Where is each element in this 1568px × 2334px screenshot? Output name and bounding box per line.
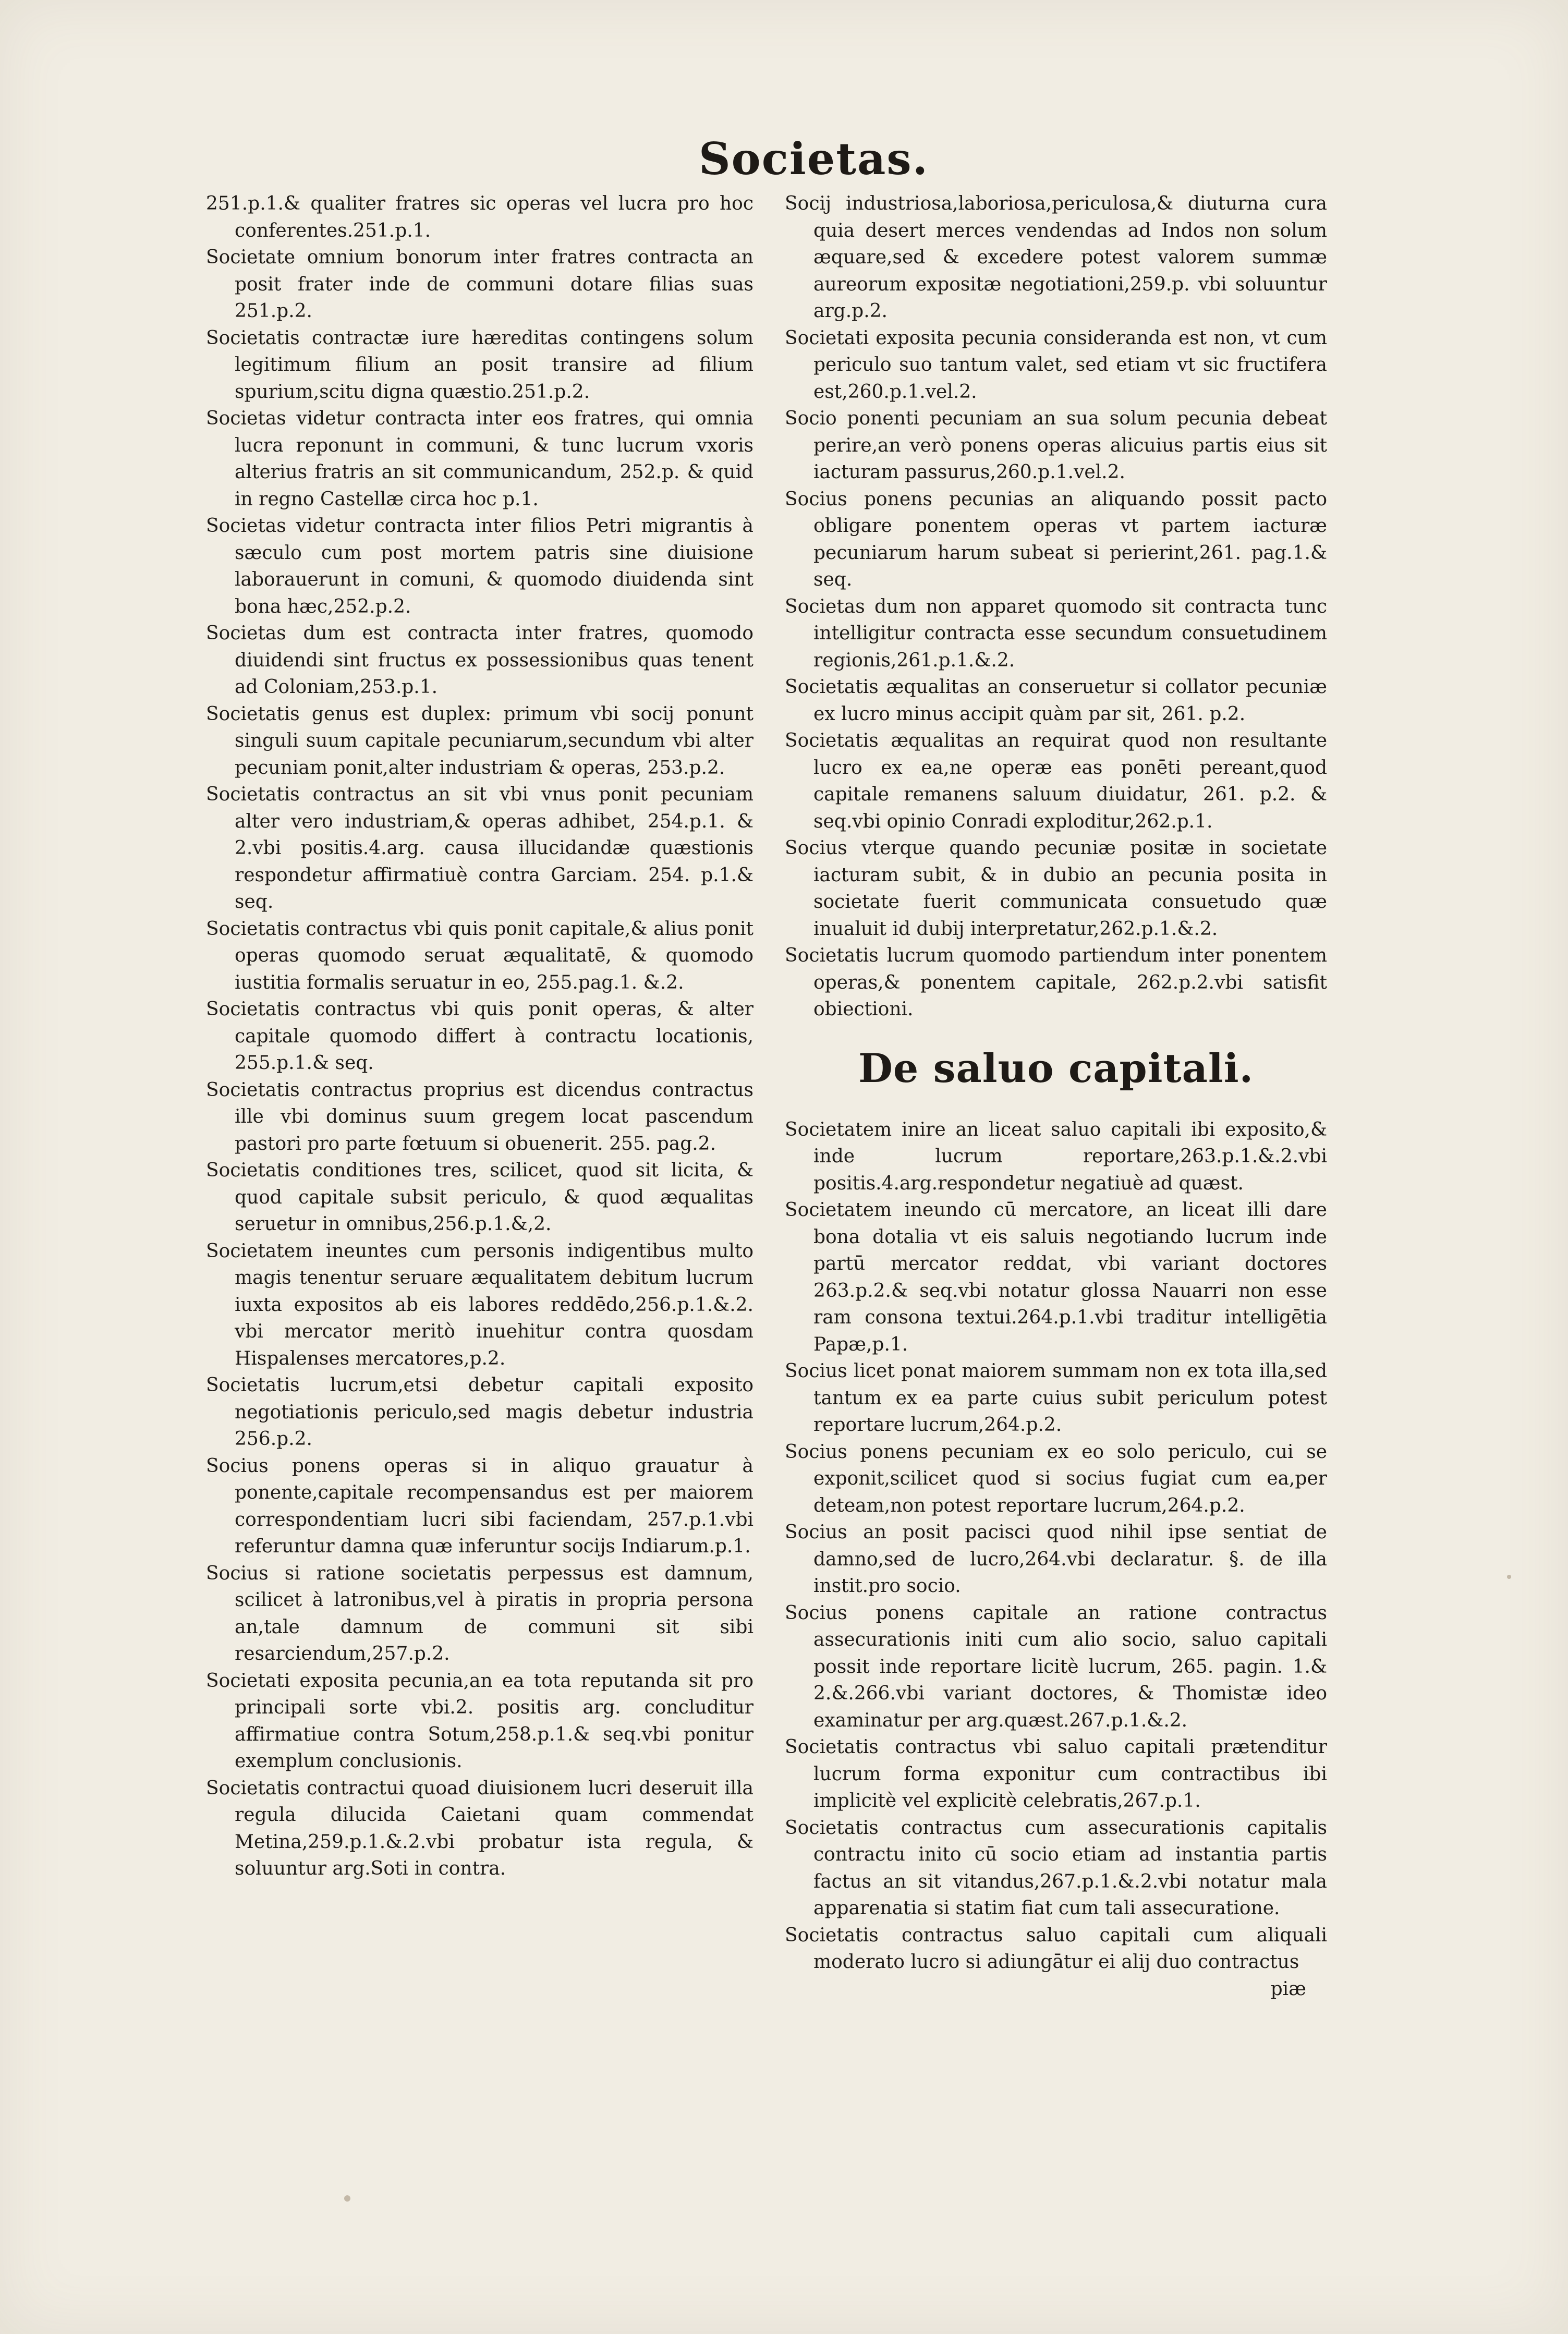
- index-entry: Societatis genus est duplex: primum vbi socij ponunt singuli suum capitale pecuniarum,secundum vbi alter pecuniam ponit,alter industriam & operas, 253.p.2.: [206, 703, 753, 779]
- index-entry: Societas videtur contracta inter filios Petri migrantis à sæculo cum post mortem patris sine diuisione laborauerunt in comuni, & quomodo diuidenda sint bona hæc,252.p.2.: [206, 515, 753, 617]
- index-entry: Socio ponenti pecuniam an sua solum pecunia debeat perire,an verò ponens operas alicuius partis eius sit iacturam passurus,260.p.1.vel.2.: [785, 408, 1327, 483]
- index-entry: Societatem ineuntes cum personis indigentibus multo magis tenentur seruare æqualitatem debitum lucrum iuxta expositos ab eis labores reddēdo,256.p.1.&.2. vbi mercator meritò inuehitur contra quosdam Hispalenses mercatores,p.2.: [206, 1240, 753, 1369]
- index-entry: Societatis contractus vbi saluo capitali prætenditur lucrum forma exponitur cum contractibus ibi implicitè vel explicitè celebratis,267.p.1.: [785, 1736, 1327, 1812]
- index-entry: Societas dum non apparet quomodo sit contracta tunc intelligitur contracta esse secundum consuetudinem regionis,261.p.1.&.2.: [785, 595, 1327, 671]
- index-entry: Socius si ratione societatis perpessus est damnum, scilicet à latronibus,vel à piratis in propria persona an,tale damnum de communi sit sibi resarciendum,257.p.2.: [206, 1562, 753, 1664]
- left-column: [206, 190, 753, 1882]
- index-entry: Societatem inire an liceat saluo capitali ibi exposito,& inde lucrum reportare,263.p.1.&.2.vbi positis.4.arg.respondetur negatiuè ad quæst.: [785, 1119, 1327, 1194]
- paper-speck: [1507, 1575, 1511, 1579]
- index-entry: Socius vterque quando pecuniæ positæ in societate iacturam subit, & in dubio an pecunia posita in societate fuerit communicata consuetudo quæ inualuit id dubij interpretatur,262.p.1.&.2.: [785, 837, 1327, 940]
- index-entry: Societati exposita pecunia,an ea tota reputanda sit pro principali sorte vbi.2. positis arg. concluditur affirmatiue contra Sotum,258.p.1.& seq.vbi ponitur exemplum conclusionis.: [206, 1670, 753, 1772]
- index-entry: Societatis contractus vbi quis ponit capitale,& alius ponit operas quomodo seruat æqualitatē, & quomodo iustitia formalis seruatur in eo, 255.pag.1. &.2.: [206, 918, 753, 993]
- index-entry: Socius licet ponat maiorem summam non ex tota illa,sed tantum ex ea parte cuius subit periculum potest reportare lucrum,264.p.2.: [785, 1360, 1327, 1436]
- index-entry: Societatis contractus saluo capitali cum aliquali moderato lucro si adiungātur ei alij duo contractus: [785, 1924, 1327, 1973]
- index-entry: Socius ponens capitale an ratione contractus assecurationis initi cum alio socio, saluo capitali possit inde reportare licitè lucrum, 265. pagin. 1.& 2.&.266.vbi variant doctores, & Thomistæ ideo examinatur per arg.quæst.267.p.1.&.2.: [785, 1602, 1327, 1731]
- index-entry: Socij industriosa,laboriosa,periculosa,& diuturna cura quia desert merces vendendas ad Indos non solum æquare,sed & excedere potest valorem summæ aureorum expositæ negotiationi,259.p. vbi soluuntur arg.p.2.: [785, 193, 1327, 322]
- index-entry: Societatis contractus an sit vbi vnus ponit pecuniam alter vero industriam,& operas adhibet, 254.p.1. & 2.vbi positis.4.arg. causa illucidandæ quæstionis respondetur affirmatiuè contra Garciam. 254. p.1.& seq.: [206, 784, 753, 913]
- index-entry: Societate omnium bonorum inter fratres contracta an posit frater inde de communi dotare filias suas 251.p.2.: [206, 247, 753, 322]
- section-title: De saluo capitali.: [858, 1044, 1254, 1091]
- index-entry: Societas dum est contracta inter fratres, quomodo diuidendi sint fructus ex possessionibus quas tenent ad Coloniam,253.p.1.: [206, 623, 753, 698]
- index-entry: Socius ponens pecunias an aliquando possit pacto obligare ponentem operas vt partem iacturæ pecuniarum harum subeat si perierint,261. pag.1.& seq.: [785, 488, 1327, 590]
- catchword: piæ: [1270, 1978, 1306, 2000]
- index-entry: Societatis contractus vbi quis ponit operas, & alter capitale quomodo differt à contractu locationis, 255.p.1.& seq.: [206, 999, 753, 1074]
- index-entry: Socius ponens pecuniam ex eo solo periculo, cui se exponit,scilicet quod si socius fugiat cum ea,per deteam,non potest reportare lucrum,264.p.2.: [785, 1441, 1327, 1516]
- running-header: Societas.: [699, 133, 929, 185]
- index-entry: Societatis conditiones tres, scilicet, quod sit licita, & quod capitale subsit periculo, & quod æqualitas seruetur in omnibus,256.p.1.&,2.: [206, 1160, 753, 1235]
- index-entry: 251.p.1.& qualiter fratres sic operas vel lucra pro hoc conferentes.251.p.1.: [206, 193, 753, 241]
- index-entry: Socius ponens operas si in aliquo grauatur à ponente,capitale recompensandus est per maiorem correspondentiam lucri sibi faciendam, 257.p.1.vbi referuntur damna quæ inferuntur socijs Indiarum.p.1.: [206, 1455, 753, 1557]
- index-entry: Societatis æqualitas an requirat quod non resultante lucro ex ea,ne operæ eas ponēti pereant,quod capitale remanens saluum diuidatur, 261. p.2. & seq.vbi opinio Conradi exploditur,262.p.1.: [785, 730, 1327, 832]
- index-entry: Socius an posit pacisci quod nihil ipse sentiat de damno,sed de lucro,264.vbi declaratur. §. de illa instit.pro socio.: [785, 1522, 1327, 1597]
- index-entry: Societatis contractæ iure hæreditas contingens solum legitimum filium an posit transire ad filium spurium,scitu digna quæstio.251.p.2.: [206, 327, 753, 403]
- index-entry: Societatis contractus proprius est dicendus contractus ille vbi dominus suum gregem locat pascendum pastori pro parte fœtuum si obuenerit. 255. pag.2.: [206, 1079, 753, 1154]
- index-entry: Societatis æqualitas an conseruetur si collator pecuniæ ex lucro minus accipit quàm par sit, 261. p.2.: [785, 676, 1327, 725]
- index-entry: Societas videtur contracta inter eos fratres, qui omnia lucra reponunt in communi, & tunc lucrum vxoris alterius fratris an sit communicandum, 252.p. & quid in regno Castellæ circa hoc p.1.: [206, 408, 753, 510]
- index-entry: Societatis contractus cum assecurationis capitalis contractu inito cū socio etiam ad instantia partis factus an sit vitandus,267.p.1.&.2.vbi notatur mala apparenatia si statim fiat cum tali assecuratione.: [785, 1817, 1327, 1919]
- index-entry: Societatis contractui quoad diuisionem lucri deseruit illa regula dilucida Caietani quam commendat Metina,259.p.1.&.2.vbi probatur ista regula, & soluuntur arg.Soti in contra.: [206, 1777, 753, 1879]
- right-column: [785, 190, 1327, 2002]
- index-entry: Societatem ineundo cū mercatore, an liceat illi dare bona dotalia vt eis saluis negotiando lucrum inde partū mercator reddat, vbi variant doctores 263.p.2.& seq.vbi notatur glossa Nauarri non esse ram consona textui.264.p.1.vbi traditur intelligētia Papæ,p.1.: [785, 1199, 1327, 1355]
- paper-speck: [344, 2195, 350, 2202]
- index-entry: Societati exposita pecunia consideranda est non, vt cum periculo suo tantum valet, sed etiam vt sic fructifera est,260.p.1.vel.2.: [785, 327, 1327, 403]
- index-entry: Societatis lucrum quomodo partiendum inter ponentem operas,& ponentem capitale, 262.p.2.vbi satisfit obiectioni.: [785, 945, 1327, 1020]
- index-entry: Societatis lucrum,etsi debetur capitali exposito negotiationis periculo,sed magis debetur industria 256.p.2.: [206, 1375, 753, 1450]
